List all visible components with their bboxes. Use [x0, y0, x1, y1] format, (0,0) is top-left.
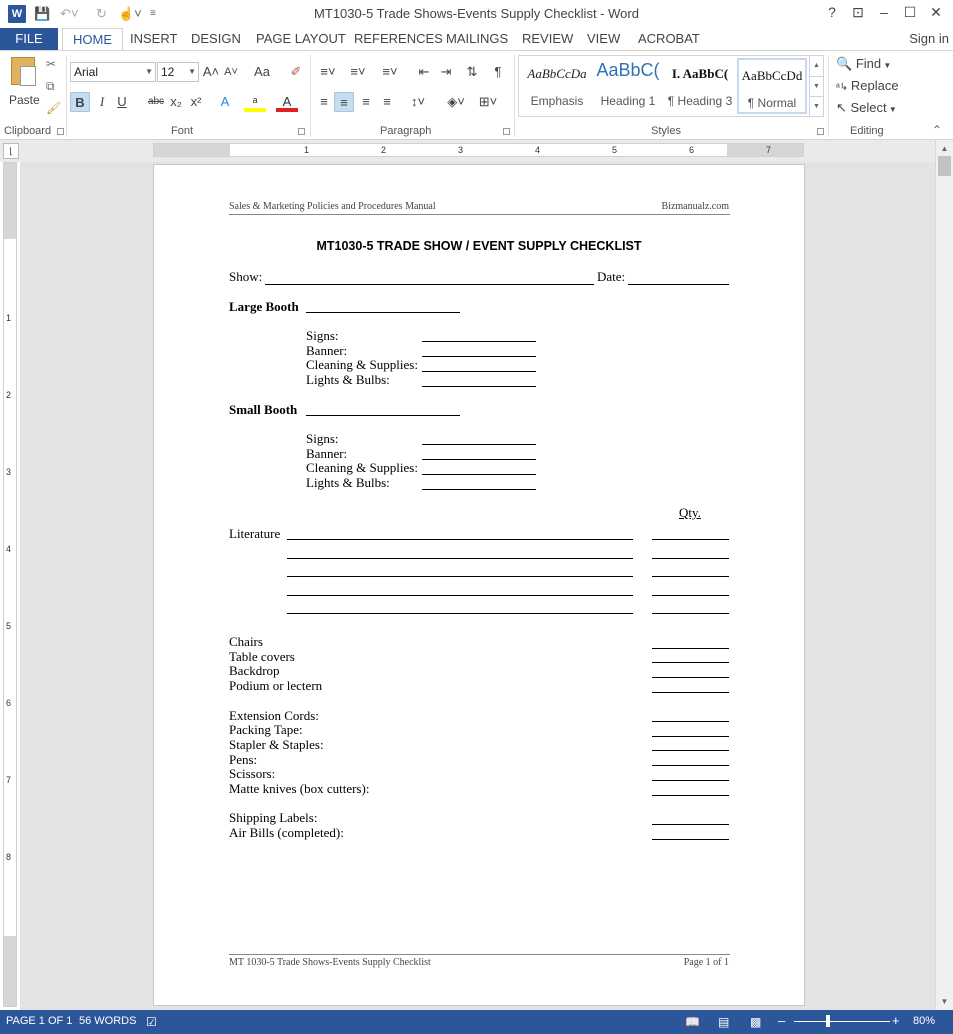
- large-booth-label: Large Booth: [229, 299, 299, 314]
- cut-icon[interactable]: ✂: [46, 57, 57, 71]
- font-name-combo[interactable]: [70, 62, 156, 82]
- style-emphasis[interactable]: [523, 58, 591, 114]
- qty-blank: [652, 648, 729, 649]
- footer-left: MT 1030-5 Trade Shows-Events Supply Checklist: [229, 957, 431, 968]
- style-heading-1[interactable]: [593, 58, 663, 114]
- ruler-number: 1: [304, 145, 310, 155]
- vertical-scrollbar[interactable]: [935, 140, 953, 1010]
- align-center-icon[interactable]: ≡: [334, 92, 354, 112]
- paragraph-group-label: Paragraph: [380, 125, 432, 137]
- cursor-icon: ↖: [836, 100, 851, 115]
- scroll-thumb[interactable]: [938, 156, 951, 176]
- qty-blank: [652, 677, 729, 678]
- large-booth-item: Lights & Bulbs:: [306, 372, 390, 387]
- ruler-number: 4: [6, 544, 12, 554]
- clipboard-group-label: Clipboard: [4, 125, 52, 137]
- scroll-up-icon[interactable]: ▲: [940, 144, 949, 153]
- qty-blank: [652, 613, 729, 614]
- select-button[interactable]: [836, 100, 897, 116]
- zoom-slider[interactable]: [794, 1021, 890, 1022]
- ribbon-display-icon[interactable]: ⊡: [852, 4, 864, 20]
- multilevel-list-icon[interactable]: ≡˅: [382, 64, 398, 79]
- chevron-down-icon[interactable]: ▼: [810, 76, 823, 96]
- tab-file[interactable]: FILE: [0, 28, 58, 50]
- ruler-number: 2: [6, 390, 12, 400]
- tab-home[interactable]: HOME: [62, 28, 123, 51]
- ruler-number: 8: [6, 852, 12, 862]
- qty-label: Qty.: [679, 505, 701, 520]
- more-styles-icon[interactable]: ▼: [810, 96, 823, 115]
- read-mode-icon[interactable]: 📖: [685, 1015, 700, 1029]
- chevron-down-icon: ▼: [886, 105, 897, 114]
- small-booth-item: Cleaning & Supplies:: [306, 460, 418, 475]
- qty-blank: [652, 539, 729, 540]
- item-blank: [422, 356, 536, 357]
- large-booth-item: Signs:: [306, 328, 339, 343]
- find-label: Find: [855, 56, 882, 71]
- date-label: Date:: [597, 269, 626, 284]
- font-name-value: Arial: [74, 65, 99, 79]
- small-booth-blank: [306, 415, 460, 416]
- align-right-icon[interactable]: ≡: [362, 94, 370, 109]
- group-divider: [828, 55, 829, 137]
- word-count[interactable]: 56 WORDS: [79, 1015, 137, 1027]
- vertical-ruler[interactable]: [3, 162, 17, 1007]
- supply-item: Chairs: [229, 634, 263, 649]
- editing-group-label: Editing: [850, 125, 884, 137]
- item-blank: [422, 341, 536, 342]
- line-spacing-icon[interactable]: ↕˅: [410, 94, 426, 109]
- supply-item: Air Bills (completed):: [229, 825, 344, 840]
- shading-icon[interactable]: ◈˅: [447, 94, 465, 109]
- title-bar: [0, 0, 953, 28]
- customize-toolbar-icon[interactable]: ≡: [150, 8, 156, 19]
- tab-acrobat[interactable]: ACROBAT: [638, 31, 700, 46]
- replace-button[interactable]: [836, 78, 899, 93]
- status-bar: [0, 1010, 953, 1034]
- qty-blank: [652, 595, 729, 596]
- font-size-value: 12: [161, 65, 175, 79]
- style-sample: AaBbC(: [596, 60, 660, 80]
- chevron-up-icon[interactable]: ▲: [813, 62, 820, 69]
- close-icon[interactable]: ✕: [930, 4, 942, 20]
- tab-insert[interactable]: INSERT: [130, 31, 178, 46]
- item-blank: [422, 386, 536, 387]
- shrink-font-button[interactable]: A˅: [224, 66, 238, 78]
- undo-icon[interactable]: ↶˅: [60, 6, 79, 21]
- supply-item: Shipping Labels:: [229, 810, 318, 825]
- supply-item: Packing Tape:: [229, 722, 303, 737]
- zoom-level[interactable]: 80%: [913, 1015, 936, 1027]
- qty-blank: [652, 721, 729, 722]
- save-icon[interactable]: 💾: [34, 6, 51, 21]
- zoom-slider-thumb[interactable]: [826, 1015, 830, 1027]
- touch-mode-icon[interactable]: ☝˅: [118, 6, 142, 21]
- change-case-button[interactable]: Aa: [254, 64, 270, 79]
- supply-item: Backdrop: [229, 663, 280, 678]
- document-page[interactable]: [153, 164, 805, 1006]
- sort-icon[interactable]: ⇅: [466, 64, 478, 79]
- styles-scroll[interactable]: [809, 56, 823, 116]
- tab-page-layout[interactable]: PAGE LAYOUT: [256, 31, 346, 46]
- styles-gallery: [518, 55, 824, 117]
- ruler-number: 3: [6, 467, 12, 477]
- clipboard-launcher-icon[interactable]: [57, 128, 64, 135]
- small-booth-label: Small Booth: [229, 402, 298, 417]
- small-booth-item: Lights & Bulbs:: [306, 475, 390, 490]
- show-label: Show:: [229, 269, 263, 284]
- qty-blank: [652, 780, 729, 781]
- paragraph-launcher-icon[interactable]: [503, 128, 510, 135]
- replace-icon: ᵃ↳: [836, 82, 851, 93]
- supply-item: Scissors:: [229, 766, 276, 781]
- horizontal-ruler[interactable]: [153, 143, 804, 157]
- small-booth-item: Signs:: [306, 431, 339, 446]
- ruler-number: 5: [6, 621, 12, 631]
- qty-blank: [652, 824, 729, 825]
- supply-item: Matte knives (box cutters):: [229, 781, 370, 796]
- item-blank: [422, 474, 536, 475]
- supply-item: Pens:: [229, 752, 258, 767]
- group-divider: [66, 55, 67, 137]
- ruler-number: 7: [766, 145, 772, 155]
- tab-view[interactable]: VIEW: [587, 31, 621, 46]
- font-launcher-icon[interactable]: [298, 128, 305, 135]
- ruler-area: [0, 140, 953, 162]
- bold-button[interactable]: B: [70, 92, 90, 112]
- item-blank: [422, 444, 536, 445]
- ruler-number: 4: [535, 145, 541, 155]
- italic-button[interactable]: I: [99, 94, 105, 109]
- chevron-down-icon: ▼: [881, 61, 892, 70]
- zoom-in-icon[interactable]: +: [892, 1013, 900, 1028]
- supply-item: Extension Cords:: [229, 708, 319, 723]
- literature-blank: [287, 595, 633, 596]
- numbering-icon[interactable]: ≡˅: [350, 64, 366, 79]
- minimize-icon[interactable]: –: [880, 4, 888, 20]
- document-canvas: [20, 162, 935, 1010]
- style-name: ¶ Normal: [747, 96, 797, 110]
- literature-blank: [287, 539, 633, 540]
- styles-group-label: Styles: [651, 125, 681, 137]
- grow-font-button[interactable]: A˄: [202, 64, 220, 79]
- style-normal[interactable]: [737, 58, 807, 114]
- align-left-icon[interactable]: ≡: [320, 94, 328, 109]
- print-layout-icon[interactable]: ▤: [718, 1015, 730, 1029]
- justify-icon[interactable]: ≡: [383, 94, 391, 109]
- text-effects-icon[interactable]: A: [220, 94, 230, 109]
- style-sample: AaBbCcDa: [527, 66, 587, 81]
- group-divider: [514, 55, 515, 137]
- header-rule: [229, 214, 730, 215]
- window-title: MT1030-5 Trade Shows-Events Supply Checklist - Word: [314, 6, 639, 21]
- footer-rule: [229, 954, 730, 955]
- paste-button[interactable]: [4, 55, 42, 119]
- help-icon[interactable]: ?: [828, 4, 836, 20]
- footer-right: Page 1 of 1: [683, 957, 729, 968]
- style-name: ¶ Heading 3: [667, 94, 733, 108]
- font-size-combo[interactable]: [157, 62, 199, 82]
- tab-references[interactable]: REFERENCES: [354, 31, 443, 46]
- strikethrough-button[interactable]: abc: [147, 96, 165, 107]
- qty-blank: [652, 558, 729, 559]
- item-blank: [422, 459, 536, 460]
- qty-blank: [652, 736, 729, 737]
- date-blank: [628, 284, 729, 285]
- tab-selector-icon[interactable]: ⌊: [3, 143, 19, 159]
- underline-button[interactable]: U: [117, 94, 127, 109]
- highlight-icon[interactable]: ᵃ: [244, 92, 266, 112]
- qty-blank: [652, 765, 729, 766]
- literature-blank: [287, 613, 633, 614]
- maximize-icon[interactable]: ☐: [903, 4, 917, 20]
- tab-review[interactable]: REVIEW: [522, 31, 574, 46]
- proofing-icon[interactable]: ☑: [146, 1015, 157, 1029]
- copy-icon[interactable]: ⧉: [46, 79, 55, 93]
- collapse-ribbon-icon[interactable]: ⌃: [932, 123, 943, 137]
- style-name: Heading 1: [600, 94, 656, 108]
- document-title: MT1030-5 TRADE SHOW / EVENT SUPPLY CHECKLIST: [316, 239, 642, 253]
- supply-item: Podium or lectern: [229, 678, 323, 693]
- borders-icon[interactable]: ⊞˅: [478, 94, 498, 109]
- show-marks-button[interactable]: ¶: [494, 64, 502, 79]
- ruler-number: 6: [6, 698, 12, 708]
- zoom-out-icon[interactable]: –: [778, 1013, 786, 1028]
- tab-mailings[interactable]: MAILINGS: [446, 31, 509, 46]
- decrease-indent-icon[interactable]: ⇤: [418, 64, 430, 79]
- find-button[interactable]: [836, 56, 891, 72]
- supply-item: Stapler & Staples:: [229, 737, 324, 752]
- style-heading-3[interactable]: [665, 58, 735, 114]
- qty-blank: [652, 692, 729, 693]
- chevron-down-icon: ▼: [145, 67, 153, 76]
- supply-item: Table covers: [229, 649, 295, 664]
- small-booth-item: Banner:: [306, 446, 348, 461]
- literature-blank: [287, 576, 633, 577]
- large-booth-item: Banner:: [306, 343, 348, 358]
- page-count[interactable]: PAGE 1 OF 1: [6, 1015, 73, 1027]
- font-color-icon[interactable]: A: [276, 92, 298, 112]
- word-logo-icon[interactable]: W: [8, 5, 26, 23]
- bullets-icon[interactable]: ≡˅: [320, 64, 336, 79]
- chevron-down-icon: ▼: [188, 67, 196, 76]
- ribbon-tabs: [0, 28, 953, 50]
- format-painter-icon[interactable]: 🖌: [46, 101, 62, 115]
- paste-label: Paste: [9, 93, 40, 107]
- group-divider: [310, 55, 311, 137]
- left-margin: [154, 144, 230, 156]
- replace-label: Replace: [850, 78, 899, 93]
- qty-blank: [652, 750, 729, 751]
- show-blank: [265, 284, 594, 285]
- clear-formatting-icon[interactable]: ✐: [290, 64, 302, 79]
- style-name: Emphasis: [530, 94, 584, 108]
- web-layout-icon[interactable]: ▩: [750, 1015, 762, 1029]
- ruler-number: 3: [458, 145, 464, 155]
- redo-icon[interactable]: ↻: [96, 6, 107, 21]
- header-right: Bizmanualz.com: [661, 201, 729, 212]
- increase-indent-icon[interactable]: ⇥: [440, 64, 452, 79]
- top-margin: [4, 163, 16, 239]
- item-blank: [422, 371, 536, 372]
- styles-launcher-icon[interactable]: [817, 128, 824, 135]
- qty-blank: [652, 662, 729, 663]
- ruler-number: 6: [689, 145, 695, 155]
- style-sample: I. AaBbC(: [671, 66, 729, 81]
- style-sample: AaBbCcDd: [741, 68, 803, 83]
- ribbon: [0, 50, 953, 140]
- subscript-button[interactable]: x₂: [170, 94, 182, 109]
- binoculars-icon: 🔍: [836, 56, 856, 71]
- header-left: Sales & Marketing Policies and Procedures Manual: [229, 201, 436, 212]
- tab-design[interactable]: DESIGN: [191, 31, 241, 46]
- right-margin: [727, 144, 803, 156]
- literature-blank: [287, 558, 633, 559]
- font-group-label: Font: [171, 125, 194, 137]
- qty-blank: [652, 576, 729, 577]
- item-blank: [422, 489, 536, 490]
- clipboard-icon: [11, 57, 35, 85]
- qty-blank: [652, 839, 729, 840]
- large-booth-blank: [306, 312, 460, 313]
- literature-label: Literature: [229, 526, 281, 541]
- large-booth-item: Cleaning & Supplies:: [306, 357, 418, 372]
- select-label: Select: [850, 100, 887, 115]
- ruler-number: 5: [612, 145, 618, 155]
- ruler-number: 7: [6, 775, 12, 785]
- sign-in-link[interactable]: Sign in: [909, 31, 949, 46]
- ruler-number: 1: [6, 313, 12, 323]
- bottom-margin: [4, 936, 16, 1006]
- ruler-number: 2: [381, 145, 387, 155]
- qty-blank: [652, 795, 729, 796]
- scroll-down-icon[interactable]: ▼: [940, 997, 949, 1006]
- superscript-button[interactable]: x²: [190, 94, 202, 109]
